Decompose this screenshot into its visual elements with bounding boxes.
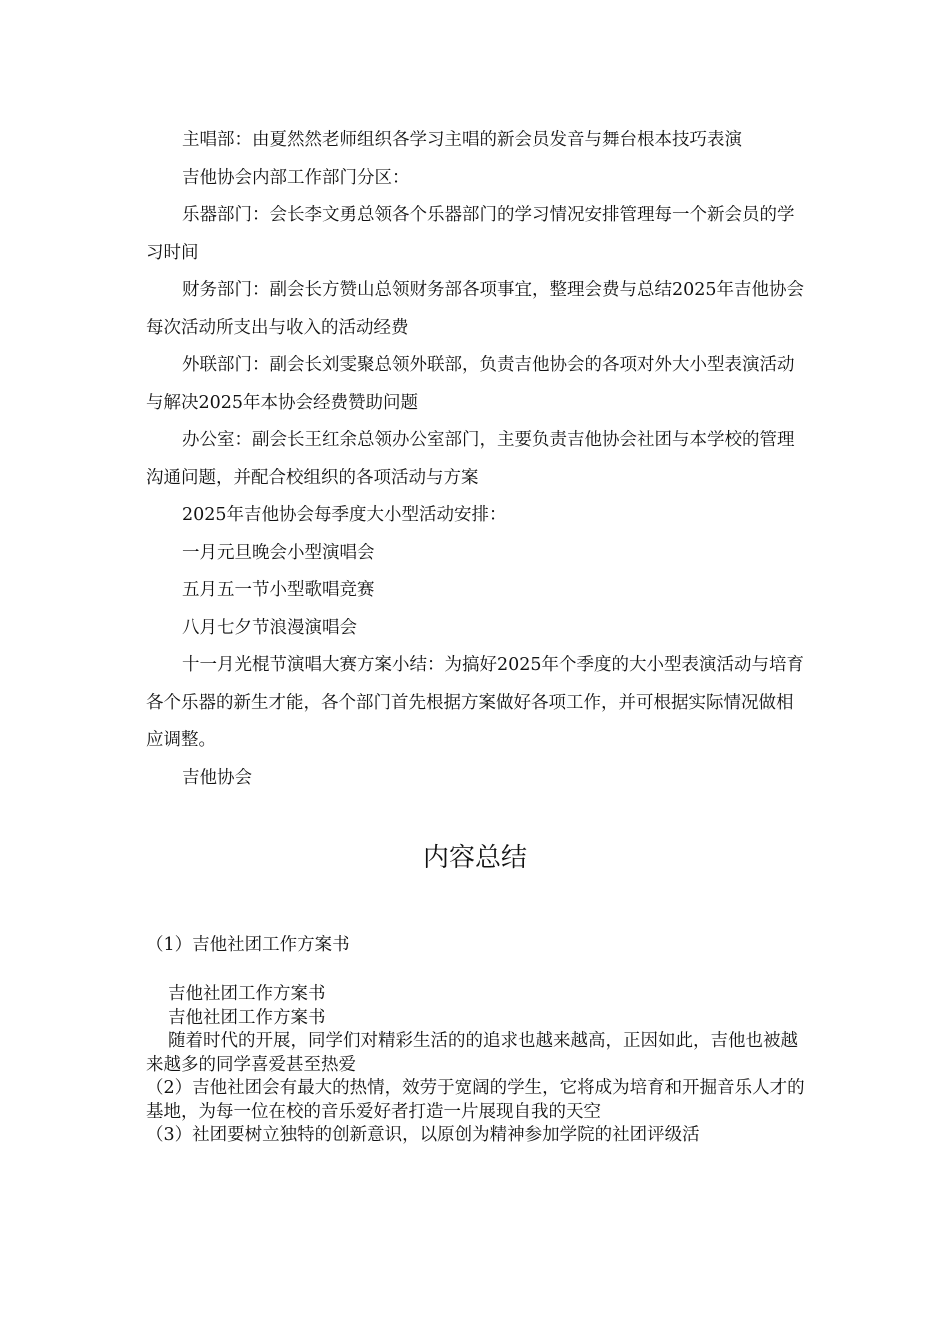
- summary-line-title-1: 吉他社团工作方案书: [168, 984, 326, 1004]
- summary-body: [146, 983, 806, 1148]
- summary-line-intro: 随着时代的开展，同学们对精彩生活的的追求也越来越高，正因如此，吉他也被越来越多的同学喜爱甚至热爱: [146, 1031, 798, 1075]
- activity-item-august: 八月七夕节浪漫演唱会: [182, 617, 357, 638]
- summary-title: 内容总结: [422, 843, 527, 873]
- paragraph-finance-department: 财务部门：副会长方赞山总领财务部各项事宜，整理会费与总结2025年吉他协会每次活动所支出与收入的活动经费: [146, 280, 805, 338]
- paragraph-activity-schedule-heading: 2025年吉他协会每季度大小型活动安排：: [182, 505, 507, 525]
- paragraph-instrument-department: 乐器部门：会长李文勇总领各个乐器部门的学习情况安排管理每一个新会员的学习时间: [146, 205, 795, 263]
- association-plan-body: [146, 122, 806, 797]
- paragraph-liaison-department: 外联部门：副会长刘雯聚总领外联部，负责吉他协会的各项对外大小型表演活动与解决2025年本协会经费赞助问题: [146, 355, 795, 413]
- paragraph-department-division: 吉他协会内部工作部门分区：: [182, 167, 410, 188]
- summary-line-title-2: 吉他社团工作方案书: [168, 1007, 326, 1028]
- summary-point-2: （2）吉他社团会有最大的热情，效劳于宽阔的学生，它将成为培育和开掘音乐人才的基地，为每一位在校的音乐爱好者打造一片展现自我的天空: [146, 1078, 805, 1122]
- summary-heading: （1）吉他社团工作方案书: [146, 935, 350, 955]
- paragraph-plan-summary: 十一月光棍节演唱大赛方案小结：为搞好2025年个季度的大小型表演活动与培育各个乐器的新生才能，各个部门首先根据方案做好各项工作，并可根据实际情况做相应调整。: [146, 655, 805, 750]
- signature-association: 吉他协会: [182, 767, 252, 788]
- paragraph-vocal-department: 主唱部：由夏然然老师组织各学习主唱的新会员发音与舞台根本技巧表演: [182, 130, 742, 150]
- paragraph-office: 办公室：副会长王红余总领办公室部门，主要负责吉他协会社团与本学校的管理沟通问题，并配合校组织的各项活动与方案: [146, 430, 795, 488]
- summary-point-3: （3）社团要树立独特的创新意识，以原创为精神参加学院的社团评级活: [146, 1125, 700, 1145]
- activity-item-january: 一月元旦晚会小型演唱会: [182, 542, 375, 563]
- activity-item-may: 五月五一节小型歌唱竞赛: [182, 580, 375, 600]
